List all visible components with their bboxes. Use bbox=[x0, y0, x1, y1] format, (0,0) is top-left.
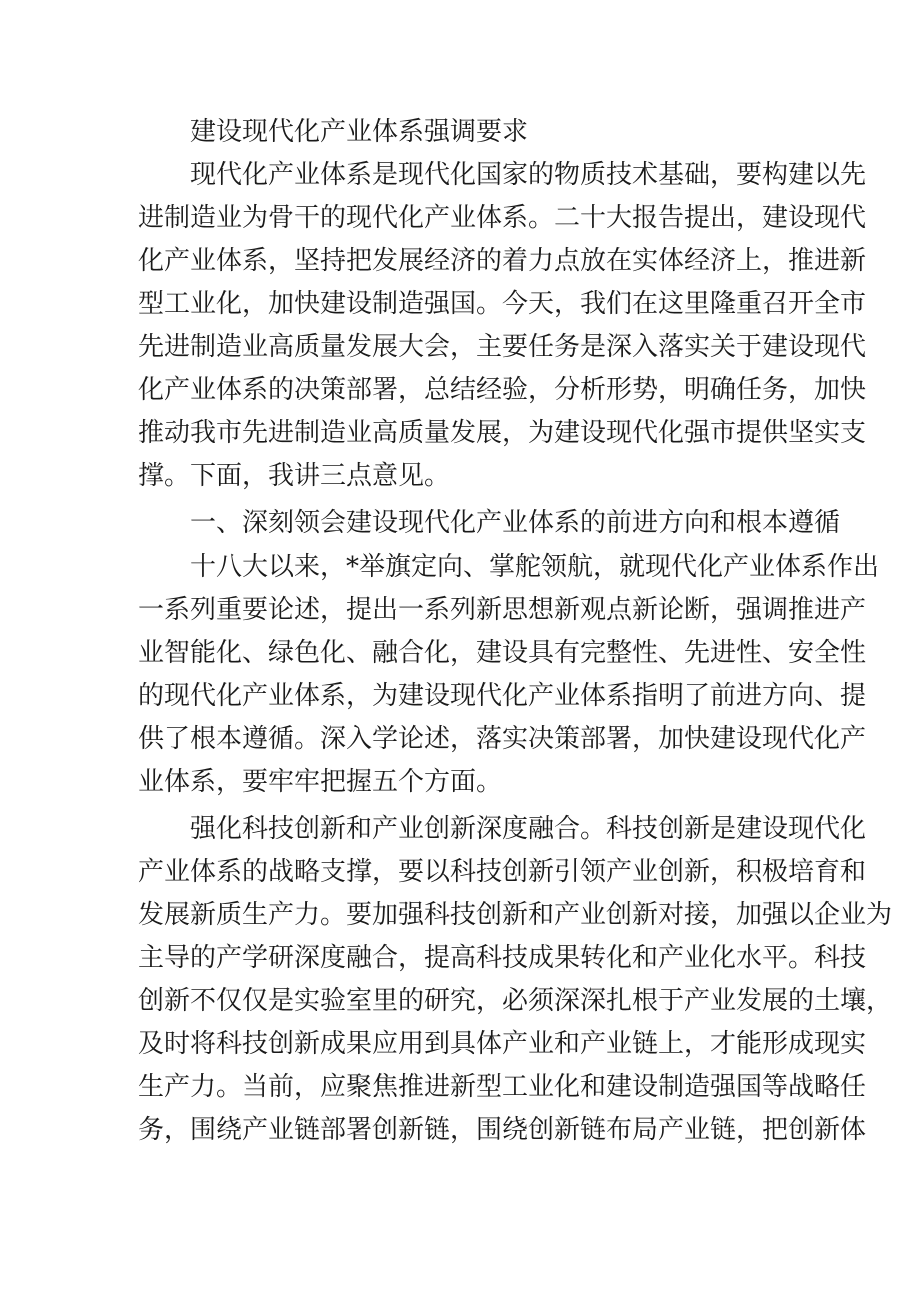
paragraph-line: 推动我市先进制造业高质量发展，为建设现代化强市提供坚实支 bbox=[138, 418, 867, 448]
paragraph-line: 业体系，要牢牢把握五个方面。 bbox=[138, 767, 503, 797]
paragraph-line: 一系列重要论述，提出一系列新思想新观点新论断，强调推进产 bbox=[138, 595, 867, 625]
paragraph-line: 十八大以来，*举旗定向、掌舵领航，就现代化产业体系作出 bbox=[190, 552, 880, 582]
paragraph-line: 主导的产学研深度融合，提高科技成果转化和产业化水平。科技 bbox=[138, 943, 867, 973]
paragraph-line: 先进制造业高质量发展大会，主要任务是深入落实关于建设现代 bbox=[138, 332, 867, 362]
paragraph-line: 撑。下面，我讲三点意见。 bbox=[138, 461, 451, 491]
paragraph-line: 化产业体系，坚持把发展经济的着力点放在实体经济上，推进新 bbox=[138, 246, 867, 276]
paragraph-line: 现代化产业体系是现代化国家的物质技术基础，要构建以先 bbox=[190, 160, 867, 190]
paragraph-line: 业智能化、绿色化、融合化，建设具有完整性、先进性、安全性 bbox=[138, 638, 867, 668]
paragraph-line: 的现代化产业体系，为建设现代化产业体系指明了前进方向、提 bbox=[138, 681, 867, 711]
paragraph-line: 产业体系的战略支撑，要以科技创新引领产业创新，积极培育和 bbox=[138, 857, 867, 887]
paragraph-line: 创新不仅仅是实验室里的研究，必须深深扎根于产业发展的土壤， bbox=[138, 986, 893, 1016]
paragraph-line: 进制造业为骨干的现代化产业体系。二十大报告提出，建设现代 bbox=[138, 203, 867, 233]
paragraph-line: 型工业化，加快建设制造强国。今天，我们在这里隆重召开全市 bbox=[138, 289, 867, 319]
section-heading-line: 一、深刻领会建设现代化产业体系的前进方向和根本遵循 bbox=[190, 508, 841, 538]
paragraph-line: 供了根本遵循。深入学论述，落实决策部署，加快建设现代化产 bbox=[138, 724, 867, 754]
paragraph-line: 化产业体系的决策部署，总结经验，分析形势，明确任务，加快 bbox=[138, 375, 867, 405]
paragraph-line: 务，围绕产业链部署创新链，围绕创新链布局产业链，把创新体 bbox=[138, 1115, 867, 1145]
paragraph-line: 及时将科技创新成果应用到具体产业和产业链上，才能形成现实 bbox=[138, 1029, 867, 1059]
paragraph-line: 生产力。当前，应聚焦推进新型工业化和建设制造强国等战略任 bbox=[138, 1072, 867, 1102]
document-title: 建设现代化产业体系强调要求 bbox=[190, 117, 529, 147]
paragraph-line: 发展新质生产力。要加强科技创新和产业创新对接，加强以企业为 bbox=[138, 900, 893, 930]
paragraph-line: 强化科技创新和产业创新深度融合。科技创新是建设现代化 bbox=[190, 814, 867, 844]
